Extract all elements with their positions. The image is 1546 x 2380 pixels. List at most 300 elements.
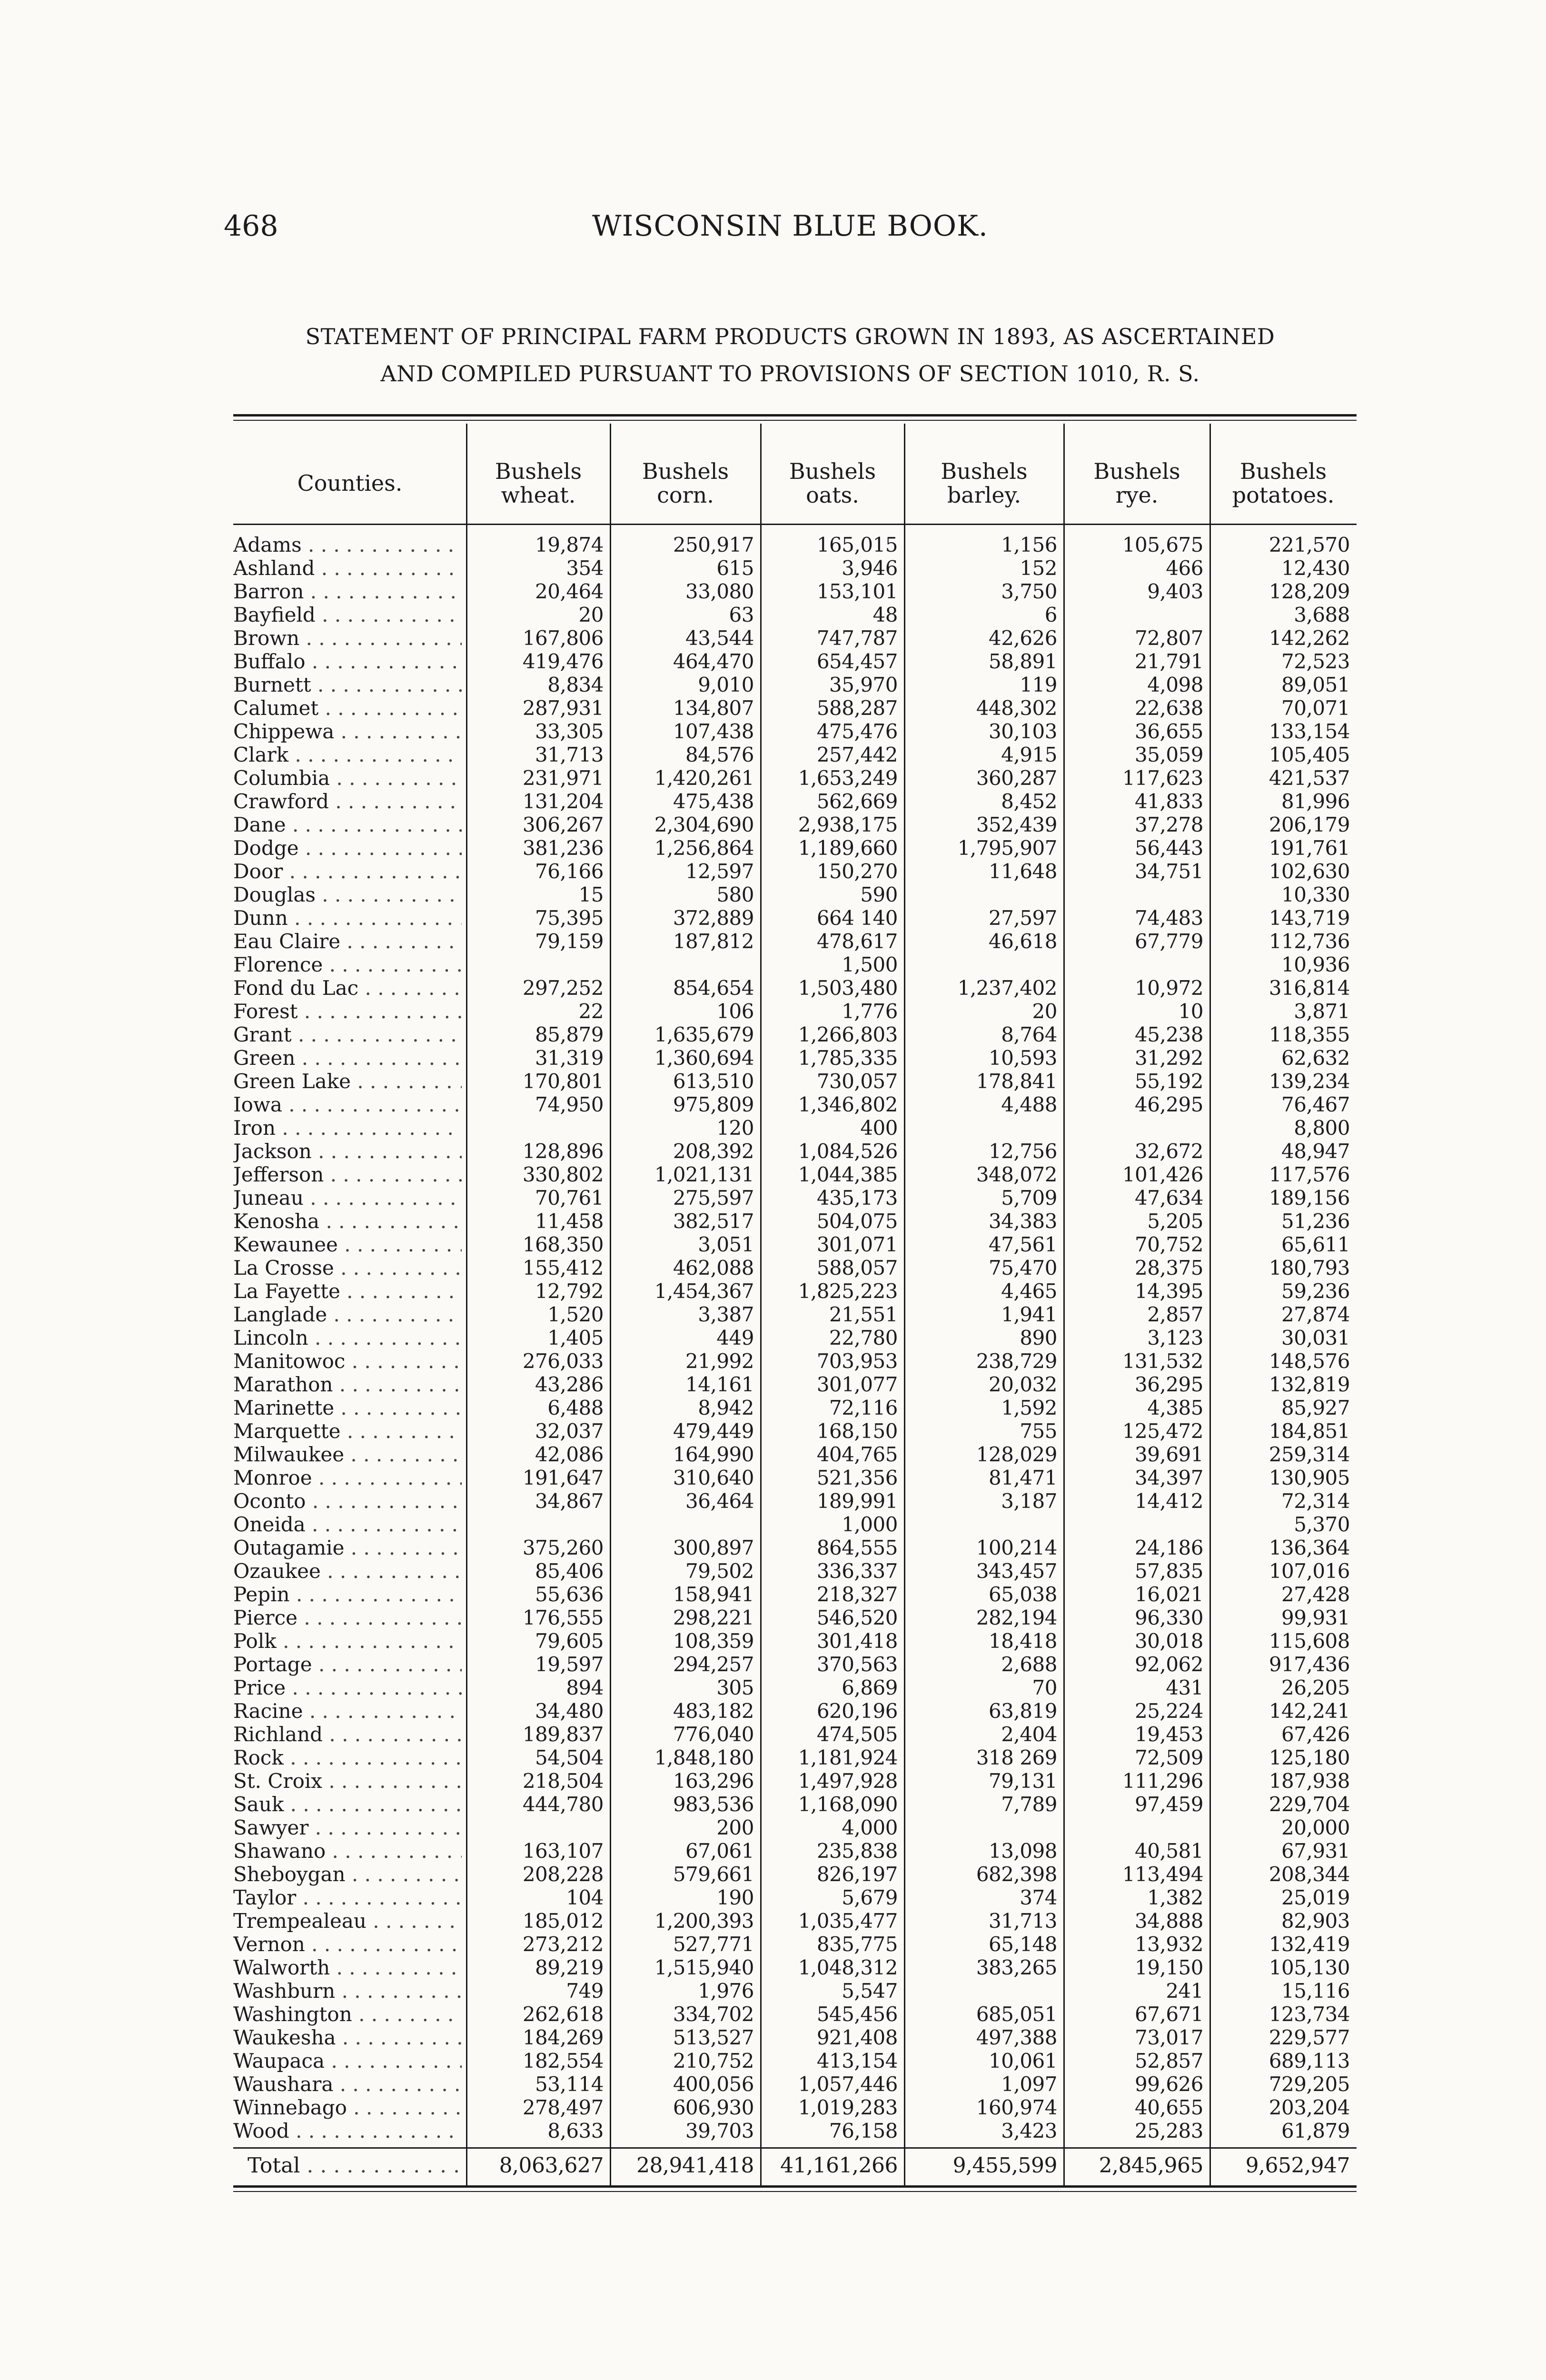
cell-oats: 1,785,335 [798, 1046, 898, 1070]
cell-wheat: 278,497 [522, 2096, 604, 2119]
cell-barley: 1,941 [1001, 1303, 1057, 1326]
county-name: Winnebago . . . [233, 2096, 462, 2119]
county-name: Sauk . . . [233, 1793, 462, 1816]
county-name: Oconto . . . [233, 1489, 462, 1513]
cell-barley: 4,915 [1001, 743, 1057, 766]
cell-potatoes: 139,234 [1269, 1070, 1350, 1093]
table-row [233, 1793, 1357, 1816]
cell-rye: 34,751 [1135, 860, 1203, 883]
cell-potatoes: 189,156 [1269, 1186, 1350, 1210]
cell-rye: 99,626 [1135, 2073, 1203, 2096]
cell-rye: 117,623 [1122, 766, 1203, 790]
cell-rye: 40,655 [1135, 2096, 1203, 2119]
statement-heading [224, 318, 1357, 392]
cell-wheat: 6,488 [547, 1396, 604, 1419]
cell-oats: 747,787 [816, 626, 898, 650]
table-row [233, 1023, 1357, 1046]
cell-wheat: 79,605 [535, 1629, 604, 1653]
cell-potatoes: 10,330 [1281, 883, 1350, 906]
cell-wheat: 1,520 [547, 1303, 604, 1326]
header-barley [904, 447, 1064, 519]
cell-rye: 14,395 [1135, 1279, 1203, 1303]
cell-rye: 19,453 [1135, 1723, 1203, 1746]
cell-wheat: 163,107 [522, 1839, 604, 1863]
cell-wheat: 43,286 [535, 1373, 604, 1396]
table-row [233, 1909, 1357, 1933]
cell-oats: 1,057,446 [798, 2073, 898, 2096]
table-row [233, 836, 1357, 860]
county-name: Sheboygan . . . [233, 1863, 462, 1886]
total-wheat: 8,063,627 [499, 2153, 604, 2178]
cell-barley: 100,214 [976, 1536, 1057, 1559]
cell-rye: 4,098 [1147, 673, 1203, 696]
cell-potatoes: 67,426 [1281, 1723, 1350, 1746]
cell-rye: 67,779 [1135, 930, 1203, 953]
cell-barley: 63,819 [989, 1699, 1057, 1723]
cell-potatoes: 3,688 [1294, 603, 1350, 626]
cell-corn: 33,080 [685, 580, 754, 603]
cell-wheat: 306,267 [522, 813, 604, 836]
cell-potatoes: 206,179 [1269, 813, 1350, 836]
county-name: Washburn . . . [233, 1979, 462, 2003]
cell-corn: 163,296 [673, 1769, 754, 1793]
cell-potatoes: 15,116 [1281, 1979, 1350, 2003]
cell-barley: 47,561 [989, 1233, 1057, 1256]
county-name: Buffalo . . . [233, 650, 462, 673]
cell-rye: 1,382 [1147, 1886, 1203, 1909]
cell-corn: 464,470 [673, 650, 754, 673]
county-name: Burnett . . . [233, 673, 462, 696]
table-row [233, 2119, 1357, 2142]
table-row [233, 2096, 1357, 2119]
statement-line-2: AND COMPILED PURSUANT TO PROVISIONS OF SECTION 1010, R. S. [380, 361, 1200, 387]
table-row [233, 556, 1357, 580]
cell-rye: 72,807 [1135, 626, 1203, 650]
cell-oats: 1,044,385 [798, 1163, 898, 1186]
county-name: Rock . . . [233, 1746, 462, 1769]
table-row [233, 1186, 1357, 1210]
table-row [233, 813, 1357, 836]
cell-corn: 334,702 [673, 2003, 754, 2026]
table-row [233, 1489, 1357, 1513]
cell-corn: 1,635,679 [654, 1023, 754, 1046]
cell-barley: 10,593 [989, 1046, 1057, 1070]
cell-rye: 73,017 [1135, 2026, 1203, 2049]
cell-wheat: 76,166 [535, 860, 604, 883]
cell-potatoes: 142,241 [1269, 1699, 1350, 1723]
cell-oats: 545,456 [816, 2003, 898, 2026]
cell-potatoes: 229,704 [1269, 1793, 1350, 1816]
cell-barley: 6 [1044, 603, 1057, 626]
county-name: Portage . . . [233, 1653, 462, 1676]
cell-potatoes: 82,903 [1281, 1909, 1350, 1933]
table-row [233, 580, 1357, 603]
cell-rye: 45,238 [1135, 1023, 1203, 1046]
cell-oats: 588,287 [816, 696, 898, 720]
farm-products-table [233, 424, 1357, 2185]
cell-oats: 5,679 [842, 1886, 898, 1909]
cell-corn: 39,703 [685, 2119, 754, 2142]
cell-barley: 58,891 [989, 650, 1057, 673]
header-barley-line: Bushels [941, 458, 1028, 484]
county-name: Manitowoc . . . [233, 1349, 462, 1373]
table-row [233, 1279, 1357, 1303]
cell-barley: 13,098 [989, 1839, 1057, 1863]
cell-barley: 2,404 [1001, 1723, 1057, 1746]
cell-rye: 431 [1166, 1676, 1203, 1699]
county-name: Dane . . . [233, 813, 462, 836]
cell-rye: 56,443 [1135, 836, 1203, 860]
cell-barley: 65,038 [989, 1583, 1057, 1606]
cell-oats: 588,057 [816, 1256, 898, 1279]
cell-potatoes: 148,576 [1269, 1349, 1350, 1373]
county-name: Price . . . [233, 1676, 462, 1699]
cell-barley: 682,398 [976, 1863, 1057, 1886]
cell-oats: 620,196 [816, 1699, 898, 1723]
cell-corn: 134,807 [673, 696, 754, 720]
cell-oats: 413,154 [816, 2049, 898, 2073]
table-row [233, 1070, 1357, 1093]
cell-oats: 1,653,249 [798, 766, 898, 790]
county-name: Adams . . . [233, 533, 462, 556]
cell-rye: 241 [1166, 1979, 1203, 2003]
header-wheat-line: Bushels [495, 458, 582, 484]
cell-rye: 131,532 [1122, 1349, 1203, 1373]
cell-barley: 34,383 [989, 1210, 1057, 1233]
cell-potatoes: 187,938 [1269, 1769, 1350, 1793]
table-row [233, 1606, 1357, 1629]
cell-potatoes: 689,113 [1269, 2049, 1350, 2073]
cell-potatoes: 130,905 [1269, 1466, 1350, 1489]
cell-oats: 3,946 [842, 556, 898, 580]
cell-oats: 475,476 [816, 720, 898, 743]
cell-barley: 685,051 [976, 2003, 1057, 2026]
cell-rye: 39,691 [1135, 1443, 1203, 1466]
bottom-rule [233, 2185, 1357, 2188]
header-oats [761, 447, 904, 519]
county-name: Waushara . . . [233, 2073, 462, 2096]
cell-rye: 34,397 [1135, 1466, 1203, 1489]
table-row [233, 743, 1357, 766]
cell-potatoes: 142,262 [1269, 626, 1350, 650]
cell-wheat: 8,834 [547, 673, 604, 696]
cell-corn: 21,992 [685, 1349, 754, 1373]
cell-oats: 76,158 [829, 2119, 898, 2142]
cell-wheat: 167,806 [522, 626, 604, 650]
cell-potatoes: 20,000 [1281, 1816, 1350, 1839]
cell-potatoes: 421,537 [1269, 766, 1350, 790]
cell-oats: 400 [860, 1116, 898, 1140]
cell-barley: 282,194 [976, 1606, 1057, 1629]
cell-barley: 352,439 [976, 813, 1057, 836]
total-rye: 2,845,965 [1099, 2153, 1203, 2178]
table-row [233, 1746, 1357, 1769]
header-corn-line: Bushels [642, 458, 729, 484]
table-row [233, 696, 1357, 720]
cell-rye: 24,186 [1135, 1536, 1203, 1559]
statement-line-1: STATEMENT OF PRINCIPAL FARM PRODUCTS GROWN IN 1893, AS ASCERTAINED [305, 324, 1275, 349]
county-name: Iowa . . . [233, 1093, 462, 1116]
header-potatoes-line: Bushels [1239, 458, 1327, 484]
cell-corn: 67,061 [685, 1839, 754, 1863]
county-name: Green Lake . . . [233, 1070, 462, 1093]
cell-oats: 1,189,660 [798, 836, 898, 860]
county-name: Vernon . . . [233, 1933, 462, 1956]
cell-wheat: 749 [566, 1979, 604, 2003]
cell-barley: 3,187 [1001, 1489, 1057, 1513]
cell-corn: 475,438 [673, 790, 754, 813]
cell-oats: 48 [872, 603, 898, 626]
cell-potatoes: 191,761 [1269, 836, 1350, 860]
cell-corn: 3,051 [698, 1233, 754, 1256]
cell-barley: 65,148 [989, 1933, 1057, 1956]
table-row [233, 1233, 1357, 1256]
county-name: Jackson . . . [233, 1140, 462, 1163]
county-name: Langlade . . . [233, 1303, 462, 1326]
cell-oats: 835,775 [816, 1933, 898, 1956]
cell-rye: 25,224 [1135, 1699, 1203, 1723]
cell-barley: 5,709 [1001, 1186, 1057, 1210]
cell-barley: 11,648 [989, 860, 1057, 883]
table-row [233, 1256, 1357, 1279]
cell-rye: 96,330 [1135, 1606, 1203, 1629]
header-oats-line: Bushels [789, 458, 876, 484]
cell-potatoes: 123,734 [1269, 2003, 1350, 2026]
table-row [233, 1653, 1357, 1676]
cell-wheat: 262,618 [522, 2003, 604, 2026]
table-row [233, 1513, 1357, 1536]
cell-wheat: 208,228 [522, 1863, 604, 1886]
cell-wheat: 375,260 [522, 1536, 604, 1559]
cell-oats: 257,442 [816, 743, 898, 766]
cell-barley: 8,452 [1001, 790, 1057, 813]
cell-wheat: 276,033 [522, 1349, 604, 1373]
county-name: Green . . . [233, 1046, 462, 1070]
cell-potatoes: 62,632 [1281, 1046, 1350, 1070]
cell-wheat: 74,950 [535, 1093, 604, 1116]
cell-potatoes: 5,370 [1294, 1513, 1350, 1536]
header-rye-line: Bushels [1093, 458, 1180, 484]
top-rule [233, 414, 1357, 416]
cell-oats: 1,500 [842, 953, 898, 976]
table-row [233, 1419, 1357, 1443]
cell-barley: 46,618 [989, 930, 1057, 953]
cell-oats: 2,938,175 [798, 813, 898, 836]
cell-corn: 854,654 [673, 976, 754, 1000]
cell-barley: 12,756 [989, 1140, 1057, 1163]
county-name: Dodge . . . [233, 836, 462, 860]
cell-oats: 1,035,477 [798, 1909, 898, 1933]
cell-oats: 218,327 [816, 1583, 898, 1606]
cell-corn: 483,182 [673, 1699, 754, 1723]
county-name: Fond du Lac . . . [233, 976, 462, 1000]
county-name: Sawyer . . . [233, 1816, 462, 1839]
cell-barley: 152 [1020, 556, 1057, 580]
cell-corn: 1,420,261 [654, 766, 754, 790]
cell-barley: 448,302 [976, 696, 1057, 720]
cell-oats: 370,563 [816, 1653, 898, 1676]
cell-corn: 120 [716, 1116, 754, 1140]
cell-potatoes: 27,874 [1281, 1303, 1350, 1326]
cell-rye: 74,483 [1135, 906, 1203, 930]
cell-potatoes: 51,236 [1281, 1210, 1350, 1233]
cell-barley: 128,029 [976, 1443, 1057, 1466]
header-barley-line: barley. [947, 482, 1021, 508]
cell-oats: 1,776 [842, 1000, 898, 1023]
cell-wheat: 444,780 [522, 1793, 604, 1816]
county-name: Douglas . . . [233, 883, 462, 906]
cell-potatoes: 72,523 [1281, 650, 1350, 673]
cell-wheat: 155,412 [522, 1256, 604, 1279]
table-row [233, 1583, 1357, 1606]
cell-oats: 1,346,802 [798, 1093, 898, 1116]
county-name: Marquette . . . [233, 1419, 462, 1443]
cell-corn: 579,661 [673, 1863, 754, 1886]
cell-barley: 160,974 [976, 2096, 1057, 2119]
cell-barley: 1,592 [1001, 1396, 1057, 1419]
table-row [233, 1816, 1357, 1839]
cell-corn: 164,990 [673, 1443, 754, 1466]
cell-barley: 497,388 [976, 2026, 1057, 2049]
cell-potatoes: 107,016 [1269, 1559, 1350, 1583]
cell-corn: 79,502 [685, 1559, 754, 1583]
cell-oats: 1,019,283 [798, 2096, 898, 2119]
cell-rye: 37,278 [1135, 813, 1203, 836]
cell-wheat: 170,801 [522, 1070, 604, 1093]
county-name: Shawano . . . [233, 1839, 462, 1863]
bottom-rule-thin [233, 2191, 1357, 2192]
cell-corn: 513,527 [673, 2026, 754, 2049]
cell-wheat: 191,647 [522, 1466, 604, 1489]
cell-corn: 63 [729, 603, 754, 626]
cell-wheat: 330,802 [522, 1163, 604, 1186]
cell-barley: 3,750 [1001, 580, 1057, 603]
cell-oats: 521,356 [816, 1466, 898, 1489]
cell-oats: 921,408 [816, 2026, 898, 2049]
cell-barley: 374 [1020, 1886, 1057, 1909]
cell-oats: 150,270 [816, 860, 898, 883]
cell-corn: 1,454,367 [654, 1279, 754, 1303]
cell-wheat: 1,405 [547, 1326, 604, 1349]
cell-oats: 1,181,924 [798, 1746, 898, 1769]
cell-oats: 1,168,090 [798, 1793, 898, 1816]
cell-barley: 81,471 [989, 1466, 1057, 1489]
cell-barley: 318 269 [976, 1746, 1057, 1769]
cell-oats: 21,551 [829, 1303, 898, 1326]
table-row [233, 976, 1357, 1000]
cell-oats: 654,457 [816, 650, 898, 673]
county-name: Calumet . . . [233, 696, 462, 720]
county-name: Brown . . . [233, 626, 462, 650]
cell-oats: 590 [860, 883, 898, 906]
header-potatoes [1210, 447, 1357, 519]
county-name: Monroe . . . [233, 1466, 462, 1489]
cell-oats: 35,970 [829, 673, 898, 696]
cell-rye: 36,295 [1135, 1373, 1203, 1396]
table-row [233, 860, 1357, 883]
cell-rye: 41,833 [1135, 790, 1203, 813]
county-name: St. Croix . . . [233, 1769, 462, 1793]
cell-wheat: 128,896 [522, 1140, 604, 1163]
cell-potatoes: 67,931 [1281, 1839, 1350, 1863]
table-row [233, 673, 1357, 696]
table-row [233, 1349, 1357, 1373]
cell-potatoes: 105,405 [1269, 743, 1350, 766]
cell-oats: 5,547 [842, 1979, 898, 2003]
cell-corn: 1,515,940 [654, 1956, 754, 1979]
cell-wheat: 131,204 [522, 790, 604, 813]
cell-barley: 10,061 [989, 2049, 1057, 2073]
table-row [233, 1536, 1357, 1559]
cell-rye: 46,295 [1135, 1093, 1203, 1116]
county-name: Grant . . . [233, 1023, 462, 1046]
cell-barley: 343,457 [976, 1559, 1057, 1583]
cell-rye: 16,021 [1135, 1583, 1203, 1606]
cell-wheat: 894 [566, 1676, 604, 1699]
cell-corn: 449 [716, 1326, 754, 1349]
cell-wheat: 231,971 [522, 766, 604, 790]
county-name: La Fayette . . . [233, 1279, 462, 1303]
cell-corn: 382,517 [673, 1210, 754, 1233]
county-name: Richland . . . [233, 1723, 462, 1746]
cell-oats: 189,991 [816, 1489, 898, 1513]
cell-corn: 187,812 [673, 930, 754, 953]
table-row [233, 1093, 1357, 1116]
county-name: Pepin . . . [233, 1583, 462, 1606]
cell-potatoes: 229,577 [1269, 2026, 1350, 2049]
cell-rye: 72,509 [1135, 1746, 1203, 1769]
table-row [233, 1956, 1357, 1979]
cell-corn: 1,021,131 [654, 1163, 754, 1186]
county-name: Eau Claire . . . [233, 930, 462, 953]
cell-rye: 25,283 [1135, 2119, 1203, 2142]
cell-potatoes: 128,209 [1269, 580, 1350, 603]
county-name: Juneau . . . [233, 1186, 462, 1210]
cell-corn: 606,930 [673, 2096, 754, 2119]
cell-potatoes: 180,793 [1269, 1256, 1350, 1279]
cell-oats: 1,266,803 [798, 1023, 898, 1046]
cell-corn: 983,536 [673, 1793, 754, 1816]
total-barley: 9,455,599 [952, 2153, 1057, 2178]
cell-corn: 580 [716, 883, 754, 906]
cell-corn: 1,848,180 [654, 1746, 754, 1769]
county-name: Polk . . . [233, 1629, 462, 1653]
cell-oats: 546,520 [816, 1606, 898, 1629]
cell-barley: 360,287 [976, 766, 1057, 790]
cell-corn: 1,200,393 [654, 1909, 754, 1933]
cell-potatoes: 76,467 [1281, 1093, 1350, 1116]
cell-wheat: 54,504 [535, 1746, 604, 1769]
county-name: Marathon . . . [233, 1373, 462, 1396]
cell-barley: 178,841 [976, 1070, 1057, 1093]
cell-potatoes: 132,419 [1269, 1933, 1350, 1956]
cell-oats: 478,617 [816, 930, 898, 953]
cell-corn: 527,771 [673, 1933, 754, 1956]
header-oats-line: oats. [806, 482, 859, 508]
cell-corn: 479,449 [673, 1419, 754, 1443]
cell-rye: 30,018 [1135, 1629, 1203, 1653]
cell-corn: 107,438 [673, 720, 754, 743]
cell-wheat: 381,236 [522, 836, 604, 860]
county-name: Ozaukee . . . [233, 1559, 462, 1583]
cell-oats: 730,057 [816, 1070, 898, 1093]
cell-oats: 1,825,223 [798, 1279, 898, 1303]
cell-potatoes: 203,204 [1269, 2096, 1350, 2119]
cell-rye: 19,150 [1135, 1956, 1203, 1979]
cell-potatoes: 99,931 [1281, 1606, 1350, 1629]
total-rule [233, 2147, 1357, 2149]
table-row [233, 1163, 1357, 1186]
